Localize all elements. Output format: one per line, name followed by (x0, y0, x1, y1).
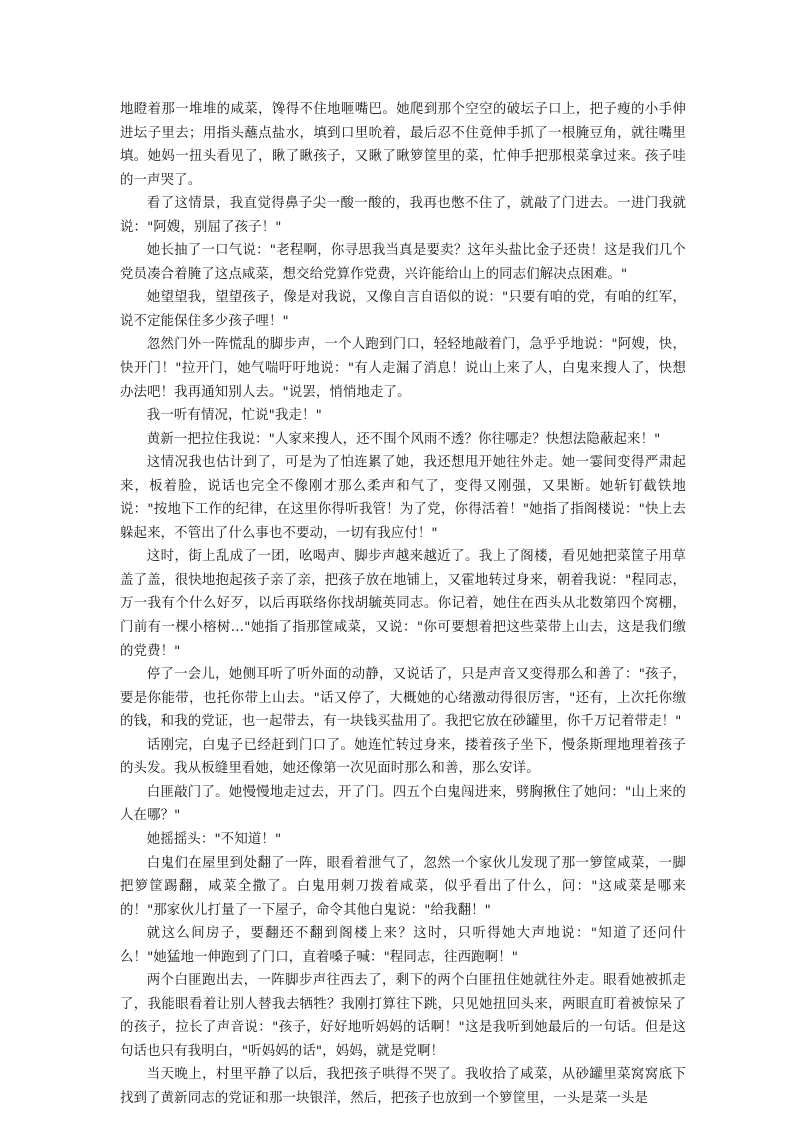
paragraph-7: 黄新一把拉住我说："人家来搜人，还不围个风雨不透？你往哪走？快想法隐蔽起来！" (146, 431, 661, 447)
paragraph-15: 就这么间房子，要翻还不翻到阁楼上来？这时，只听得她大声地说："知道了还问什么！"她猛地一伸跑到了门口，直着嗓子喊："程同志，往西跑啊！" (120, 926, 686, 965)
paragraph-2: 看了这情景，我直觉得鼻子尖一酸一酸的，我再也憋不住了，就敲了门进去。一进门我就说："阿嫂，别屈了孩子！" (120, 196, 686, 235)
paragraph-6: 我一听有情况，忙说"我走！" (146, 408, 322, 424)
paragraph-16: 两个白匪跑出去，一阵脚步声往西去了，剩下的两个白匪扭住她就往外走。眼看她被抓走了，我能眼看着让别人替我去牺牲？我刚打算往下跳，只见她扭回头来，两眼直盯着被惊呆了的孩子，拉长了声音说："孩子，好好地听妈妈的话啊！"这是我听到她最后的一句话。但是这句话也只有我明白，"听妈妈的话"，妈妈，就是党啊！ (120, 973, 686, 1059)
paragraph-11: 话刚完，白鬼子已经赶到门口了。她连忙转过身来，搂着孩子坐下，慢条斯理地理着孩子的头发。我从板缝里看她，她还像第一次见面时那么和善，那么安详。 (120, 737, 686, 777)
paragraph-1: 地瞪着那一堆堆的咸菜，馋得不住地咂嘴巴。她爬到那个空空的破坛子口上，把子瘦的小手伸进坛子里去；用指头蘸点盐水，填到口里吮着，最后忍不住竟伸手抓了一根腌豆角，就往嘴里填。她妈一扭头看见了，瞅了瞅孩子，又瞅了瞅箩筐里的菜，忙伸手把那根菜拿过来。孩子哇的一声哭了。 (120, 102, 686, 188)
paragraph-14: 白鬼们在屋里到处翻了一阵，眼看着泄气了，忽然一个家伙儿发现了那一箩筐咸菜，一脚把箩筐踢翻，咸菜全撒了。白鬼用刺刀拨着咸菜，似乎看出了什么，问："这咸菜是哪来的！"那家伙儿打量了一下屋子，命令其他白鬼说："给我翻！" (120, 855, 686, 918)
paragraph-5: 忽然门外一阵慌乱的脚步声，一个人跑到门口，轻轻地敲着门，急乎乎地说："阿嫂，快，快开门！"拉开门，她气喘吁吁地说："有人走漏了消息！说山上来了人，白鬼来搜人了，快想办法吧！我再通知别人去。"说罢，悄悄地走了。 (120, 337, 686, 400)
paragraph-3: 她长抽了一口气说："老程啊，你寻思我当真是要卖？这年头盐比金子还贵！这是我们几个党员凑合着腌了这点咸菜，想交给党算作党费，兴许能给山上的同志们解决点困难。" (120, 243, 686, 282)
paragraph-8: 这情况我也估计到了，可是为了怕连累了她，我还想甩开她往外走。她一霎间变得严肃起来，板着脸，说话也完全不像刚才那么柔声和气了，变得又刚强，又果断。她斩钉截铁地说："按地下工作的纪律，在这里你得听我管！为了党，你得活着！"她指了指阁楼说："快上去躲起来，不管出了什么事也不要动，一切有我应付！" (120, 455, 686, 541)
document-page (120, 98, 686, 1111)
paragraph-17: 当天晚上，村里平静了以后，我把孩子哄得不哭了。我收拾了咸菜，从砂罐里菜窝窝底下找到了黄新同志的党证和那一块银洋，然后，把孩子也放到一个箩筐里，一头是菜一头是 (120, 1067, 686, 1106)
paragraph-12: 白匪敲门了。她慢慢地走过去，开了门。四五个白鬼闯进来，劈胸揪住了她问："山上来的人在哪？" (120, 784, 686, 824)
paragraph-13: 她摇摇头："不知道！" (146, 831, 282, 847)
paragraph-10: 停了一会儿，她侧耳听了听外面的动静，又说话了，只是声音又变得那么和善了："孩子，要是你能带，也托你带上山去。"话又停了，大概她的心绪激动得很厉害，"还有，上次托你缴的钱，和我的党证，也一起带去，有一块钱买盐用了。我把它放在砂罐里，你千万记着带走！" (120, 667, 686, 730)
paragraph-4: 她望望我，望望孩子，像是对我说，又像自言自语似的说："只要有咱的党，有咱的红军，说不定能保住多少孩子哩！" (120, 290, 686, 329)
paragraph-9: 这时，街上乱成了一团，吆喝声、脚步声越来越近了。我上了阁楼，看见她把菜筐子用草盖了盖，很快地抱起孩子亲了亲，把孩子放在地铺上，又霍地转过身来，朝着我说："程同志，万一我有个什么好歹，以后再联络你找胡毓英同志。你记着，她住在西头从北数第四个窝棚，门前有一棵小榕树…"她指了指那筐咸菜，又说："你可要想着把这些菜带上山去，这是我们缴的党费！" (120, 549, 686, 659)
